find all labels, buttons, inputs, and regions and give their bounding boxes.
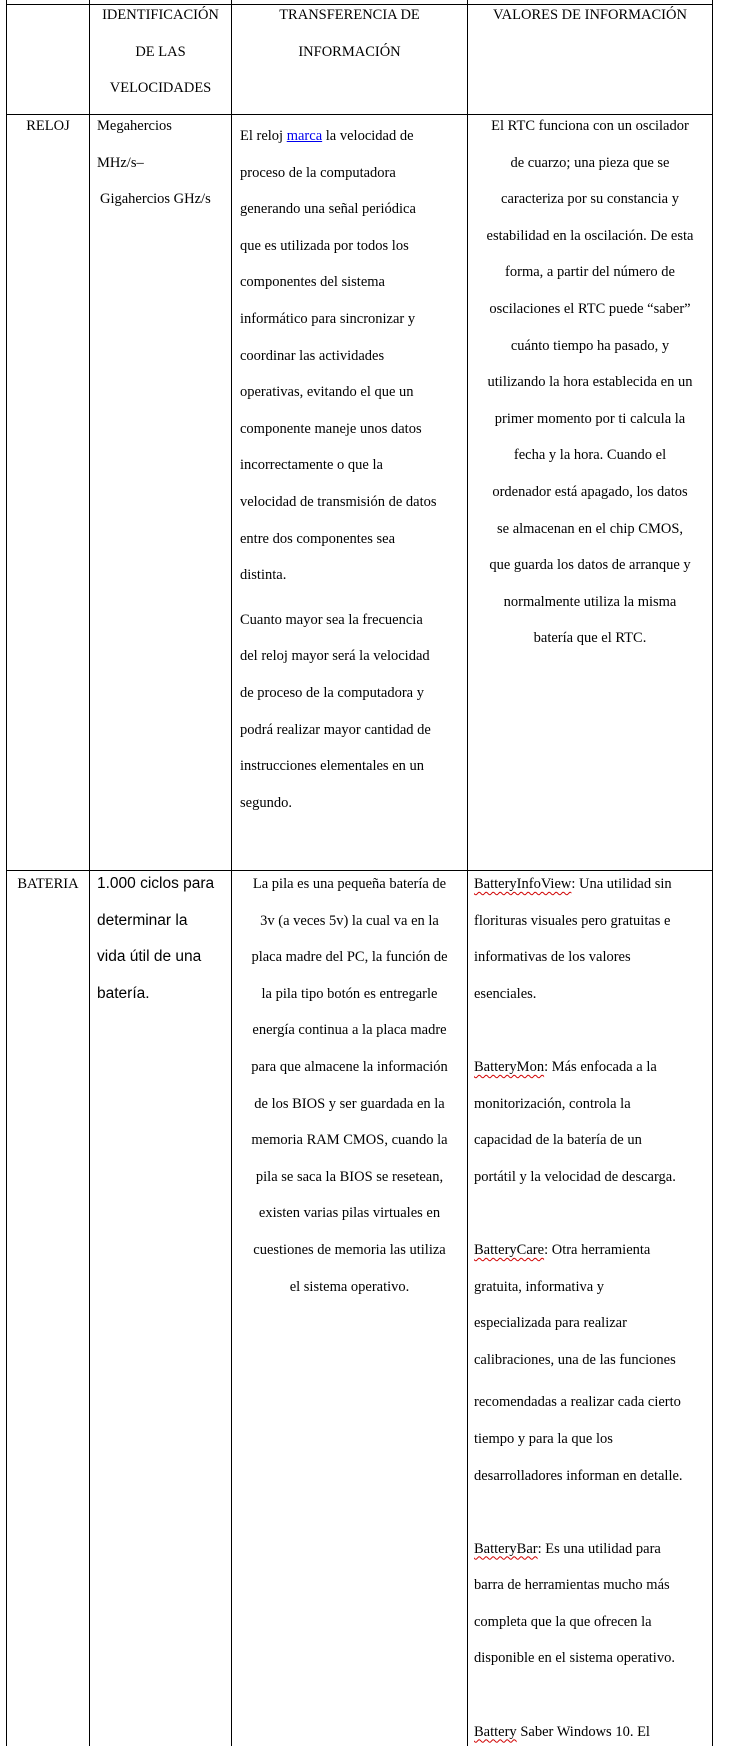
tool-entry — [474, 1714, 712, 1750]
text-line: placa madre del PC, la función de — [251, 949, 448, 966]
text-line: 1.000 ciclos para — [97, 875, 215, 892]
header-line: VALORES DE INFORMACIÓN — [493, 7, 687, 23]
text-line: esenciales. — [474, 985, 537, 1002]
tool-entry — [474, 1531, 712, 1677]
text-line: barra de herramientas mucho más — [474, 1577, 670, 1594]
header-line: IDENTIFICACIÓN — [102, 7, 219, 23]
text-line: batería. — [97, 984, 150, 1002]
table-border-right — [712, 0, 713, 1746]
text-line: de proceso de la computadora y — [240, 684, 424, 701]
text-line: calibraciones, una de las funciones — [474, 1351, 676, 1368]
paragraph — [240, 118, 466, 594]
text-line: especializada para realizar — [474, 1315, 627, 1332]
text-line: completa que la que ofrecen la — [474, 1613, 652, 1630]
text-line: operativas, evitando el que un — [240, 384, 414, 401]
text-line: Battery Saber Windows 10. El — [474, 1723, 650, 1740]
text-line: que guarda los datos de arranque y — [489, 557, 691, 574]
tool-entry — [474, 1049, 712, 1195]
header-identificacion — [90, 0, 231, 107]
text-line: cuestiones de memoria las utiliza — [253, 1241, 446, 1258]
text-line: memoria RAM CMOS, cuando la — [251, 1132, 448, 1149]
text-line: del reloj mayor será la velocidad — [240, 648, 430, 665]
text-line: desarrolladores informan en detalle. — [474, 1467, 683, 1484]
text-line: La pila es una pequeña batería de — [252, 876, 447, 892]
text-line: energía continua a la placa madre — [252, 1022, 447, 1039]
tool-entry — [474, 866, 712, 1012]
text-line: capacidad de la batería de un — [474, 1132, 642, 1149]
text-line: monitorización, controla la — [474, 1095, 631, 1112]
header-transferencia — [232, 0, 467, 70]
reloj-valores — [468, 108, 712, 657]
text-line: El reloj marca la velocidad de — [240, 128, 414, 144]
reloj-identificacion — [97, 108, 231, 218]
text-line: 3v (a veces 5v) la cual va en la — [260, 912, 439, 929]
text-line: vida útil de una — [97, 948, 202, 966]
text-line: componente maneje unos datos — [240, 420, 422, 437]
text-line: se almacenan en el chip CMOS, — [496, 520, 684, 537]
tool-name: BatteryInfoView — [474, 876, 572, 892]
text-line: BatteryCare: Otra herramienta — [474, 1241, 651, 1258]
text-line: pila se saca la BIOS se resetean, — [255, 1168, 444, 1185]
tool-entry — [474, 1232, 712, 1494]
header-valores — [468, 0, 712, 34]
text-line: gratuita, informativa y — [474, 1278, 605, 1295]
text-line: fecha y la hora. Cuando el — [513, 447, 667, 464]
text-line: Megahercios — [97, 118, 172, 134]
text-line: BatteryInfoView: Una utilidad sin — [474, 876, 672, 892]
text-line: utilizando la hora establecida en un — [487, 374, 693, 391]
text-line: que es utilizada por todos los — [240, 237, 409, 254]
text-line: Gigahercios GHz/s — [100, 191, 211, 208]
text-line: El RTC funciona con un oscilador — [491, 118, 689, 134]
bateria-valores — [474, 866, 712, 1750]
row-label-reloj: RELOJ — [26, 118, 70, 134]
text-line: cuánto tiempo ha pasado, y — [510, 337, 670, 354]
text-line: caracteriza por su constancia y — [501, 191, 679, 208]
paragraph — [240, 602, 466, 822]
text-line: oscilaciones el RTC puede “saber” — [489, 300, 691, 317]
text-line: informativas de los valores — [474, 949, 631, 966]
text-line: estabilidad en la oscilación. De esta — [486, 227, 694, 244]
row-label-bateria: BATERIA — [17, 876, 79, 892]
table-border-col2 — [89, 0, 90, 1746]
text-line: entre dos componentes sea — [240, 530, 396, 547]
text-line: BatteryMon: Más enfocada a la — [474, 1058, 657, 1075]
text-line: forma, a partir del número de — [505, 264, 675, 281]
header-line: VELOCIDADES — [109, 80, 212, 97]
bateria-transferencia — [232, 866, 467, 1305]
text-line: normalmente utiliza la misma — [503, 593, 677, 610]
header-line: TRANSFERENCIA DE — [279, 7, 420, 23]
text-line: ordenador está apagado, los datos — [492, 483, 688, 500]
text-line: determinar la — [97, 911, 188, 929]
text-line: el sistema operativo. — [289, 1278, 410, 1295]
text-line: informático para sincronizar y — [240, 310, 416, 327]
text-line: florituras visuales pero gratuitas e — [474, 912, 671, 929]
text-line: incorrectamente o que la — [240, 457, 383, 474]
tool-name: BatteryMon — [474, 1058, 545, 1075]
header-line: INFORMACIÓN — [298, 43, 401, 60]
text-line: distinta. — [240, 567, 287, 584]
bateria-identificacion — [97, 866, 231, 1012]
text-line: MHz/s– — [97, 154, 144, 171]
text-line: la pila tipo botón es entregarle — [261, 985, 438, 1002]
text-line: componentes del sistema — [240, 274, 385, 291]
header-line: DE LAS — [135, 43, 186, 60]
text-line: de los BIOS y ser guardada en la — [254, 1095, 445, 1112]
text-line: BatteryBar: Es una utilidad para — [474, 1540, 661, 1557]
text-line: batería que el RTC. — [533, 630, 647, 647]
text-line: instrucciones elementales en un — [240, 758, 425, 775]
text-line: tiempo y para la que los — [474, 1430, 613, 1447]
text-line: Cuanto mayor sea la frecuencia — [240, 611, 423, 628]
marca-link[interactable]: marca — [286, 128, 323, 144]
text-line: proceso de la computadora — [240, 164, 396, 181]
text-line: primer momento por ti calcula la — [494, 410, 686, 427]
text-line: velocidad de transmisión de datos — [240, 493, 437, 510]
reloj-transferencia — [240, 118, 466, 821]
text-line: segundo. — [240, 794, 292, 811]
tool-name: Battery — [474, 1723, 517, 1740]
text-line: coordinar las actividades — [240, 347, 385, 364]
text-line: portátil y la velocidad de descarga. — [474, 1168, 676, 1185]
tool-name: BatteryBar — [474, 1540, 538, 1557]
tool-name: BatteryCare — [474, 1241, 545, 1258]
text-line: de cuarzo; una pieza que se — [510, 154, 670, 171]
text-line: generando una señal periódica — [240, 201, 416, 218]
text-line: recomendadas a realizar cada cierto — [474, 1394, 681, 1411]
text-line: podrá realizar mayor cantidad de — [240, 721, 431, 738]
text-line: para que almacene la información — [251, 1058, 448, 1075]
text-line: existen varias pilas virtuales en — [258, 1205, 441, 1222]
text-line: disponible en el sistema operativo. — [474, 1650, 675, 1667]
